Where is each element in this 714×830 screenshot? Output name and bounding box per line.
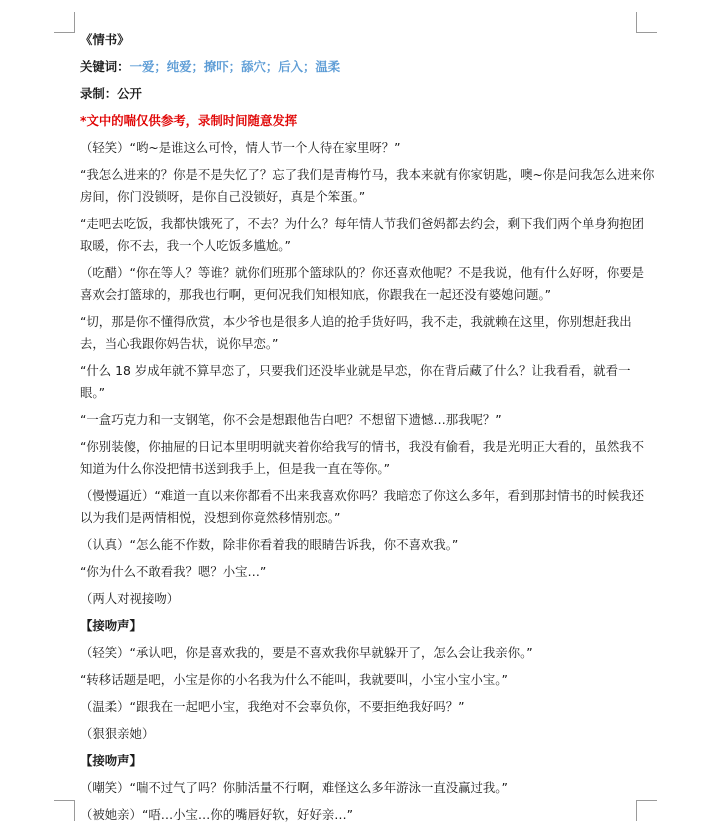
paragraph-line: “转移话题是吧，小宝是你的小名我为什么不能叫，我就要叫，小宝小宝小宝。” [80, 672, 508, 687]
paragraph-line: “一盒巧克力和一支钢笔，你不会是想跟他告白吧？不想留下遗憾…那我呢？” [80, 412, 502, 427]
page-corner-mark [54, 800, 75, 821]
paragraph-line: 去，当心我跟你妈告状，说你早恋。” [80, 336, 279, 351]
paragraph-line: （认真）“怎么能不作数，除非你看着我的眼睛告诉我，你不喜欢我。” [80, 537, 459, 552]
paragraph-line: “什么 18 岁成年就不算早恋了，只要我们还没毕业就是早恋，你在背后藏了什么？让我看看，就看一 [80, 363, 631, 378]
document-title: 《情书》 [80, 32, 130, 47]
paragraph-line: 以为我们是两情相悦，没想到你竟然移情别恋。” [80, 510, 341, 525]
paragraph-line: （嘲笑）“喘不过气了吗？你肺活量不行啊，难怪这么多年游泳一直没赢过我。” [80, 780, 508, 795]
paragraph-line: （被她亲）“唔…小宝…你的嘴唇好软，好好亲…” [80, 807, 354, 822]
paragraph-line: （轻笑）“承认吧，你是喜欢我的，要是不喜欢我你早就躲开了，怎么会让我亲你。” [80, 645, 533, 660]
record-value: 公开 [117, 86, 142, 101]
paragraph-line: “走吧去吃饭，我都快饿死了，不去？为什么？每年情人节我们爸妈都去约会，剩下我们两个单身狗抱团 [80, 216, 644, 231]
record-label: 录制： [80, 86, 118, 101]
paragraph-line: “我怎么进来的？你是不是失忆了？忘了我们是青梅竹马，我本来就有你家钥匙，噢~你是问我怎么进来你 [80, 167, 655, 182]
note-line: *文中的喘仅供参考，录制时间随意发挥 [80, 113, 298, 128]
paragraph-line: 喜欢会打篮球的，那我也行啊，更何况我们知根知底，你跟我在一起还没有婆媳问题。” [80, 287, 552, 302]
keywords-value: 一爱；纯爱；撩吓；舔穴；后入；温柔 [129, 59, 341, 74]
paragraph-line: 知道为什么你没把情书送到我手上，但是我一直在等你。” [80, 461, 390, 476]
paragraph-line: （慢慢逼近）“难道一直以来你都看不出来我喜欢你吗？我暗恋了你这么多年，看到那封情书的时候我还 [80, 488, 644, 503]
sound-cue: 【接吻声】 [80, 753, 142, 768]
page-corner-mark [54, 12, 75, 33]
keywords-label: 关键词： [80, 59, 130, 74]
keywords-line [80, 56, 640, 78]
paragraph-line: 取暖，你不去，我一个人吃饭多尴尬。” [80, 238, 291, 253]
paragraph-line: “切，那是你不懂得欣赏，本少爷也是很多人追的抢手货好吗，我不走，我就赖在这里，你别想赶我出 [80, 314, 632, 329]
paragraph-line: （两人对视接吻） [80, 591, 180, 606]
paragraph-line: （轻笑）“哟~是谁这么可怜，情人节一个人待在家里呀？” [80, 140, 401, 155]
paragraph-line: “你为什么不敢看我？嗯？小宝…” [80, 564, 267, 579]
paragraph-line: “你别装傻，你抽屉的日记本里明明就夹着你给我写的情书，我没有偷看，我是光明正大看的，虽然我不 [80, 439, 644, 454]
sound-cue: 【接吻声】 [80, 618, 142, 633]
paragraph-line: 房间，你门没锁呀，是你自己没锁好，真是个笨蛋。” [80, 189, 366, 204]
paragraph-line: 眼。” [80, 385, 106, 400]
paragraph-line: （温柔）“跟我在一起吧小宝，我绝对不会辜负你，不要拒绝我好吗？” [80, 699, 465, 714]
paragraph-line: （吃醋）“你在等人？等谁？就你们班那个篮球队的？你还喜欢他呢？不是我说，他有什么好呀，你要是 [80, 265, 644, 280]
record-line [80, 83, 640, 105]
paragraph-line: （狠狠亲她） [80, 726, 155, 741]
